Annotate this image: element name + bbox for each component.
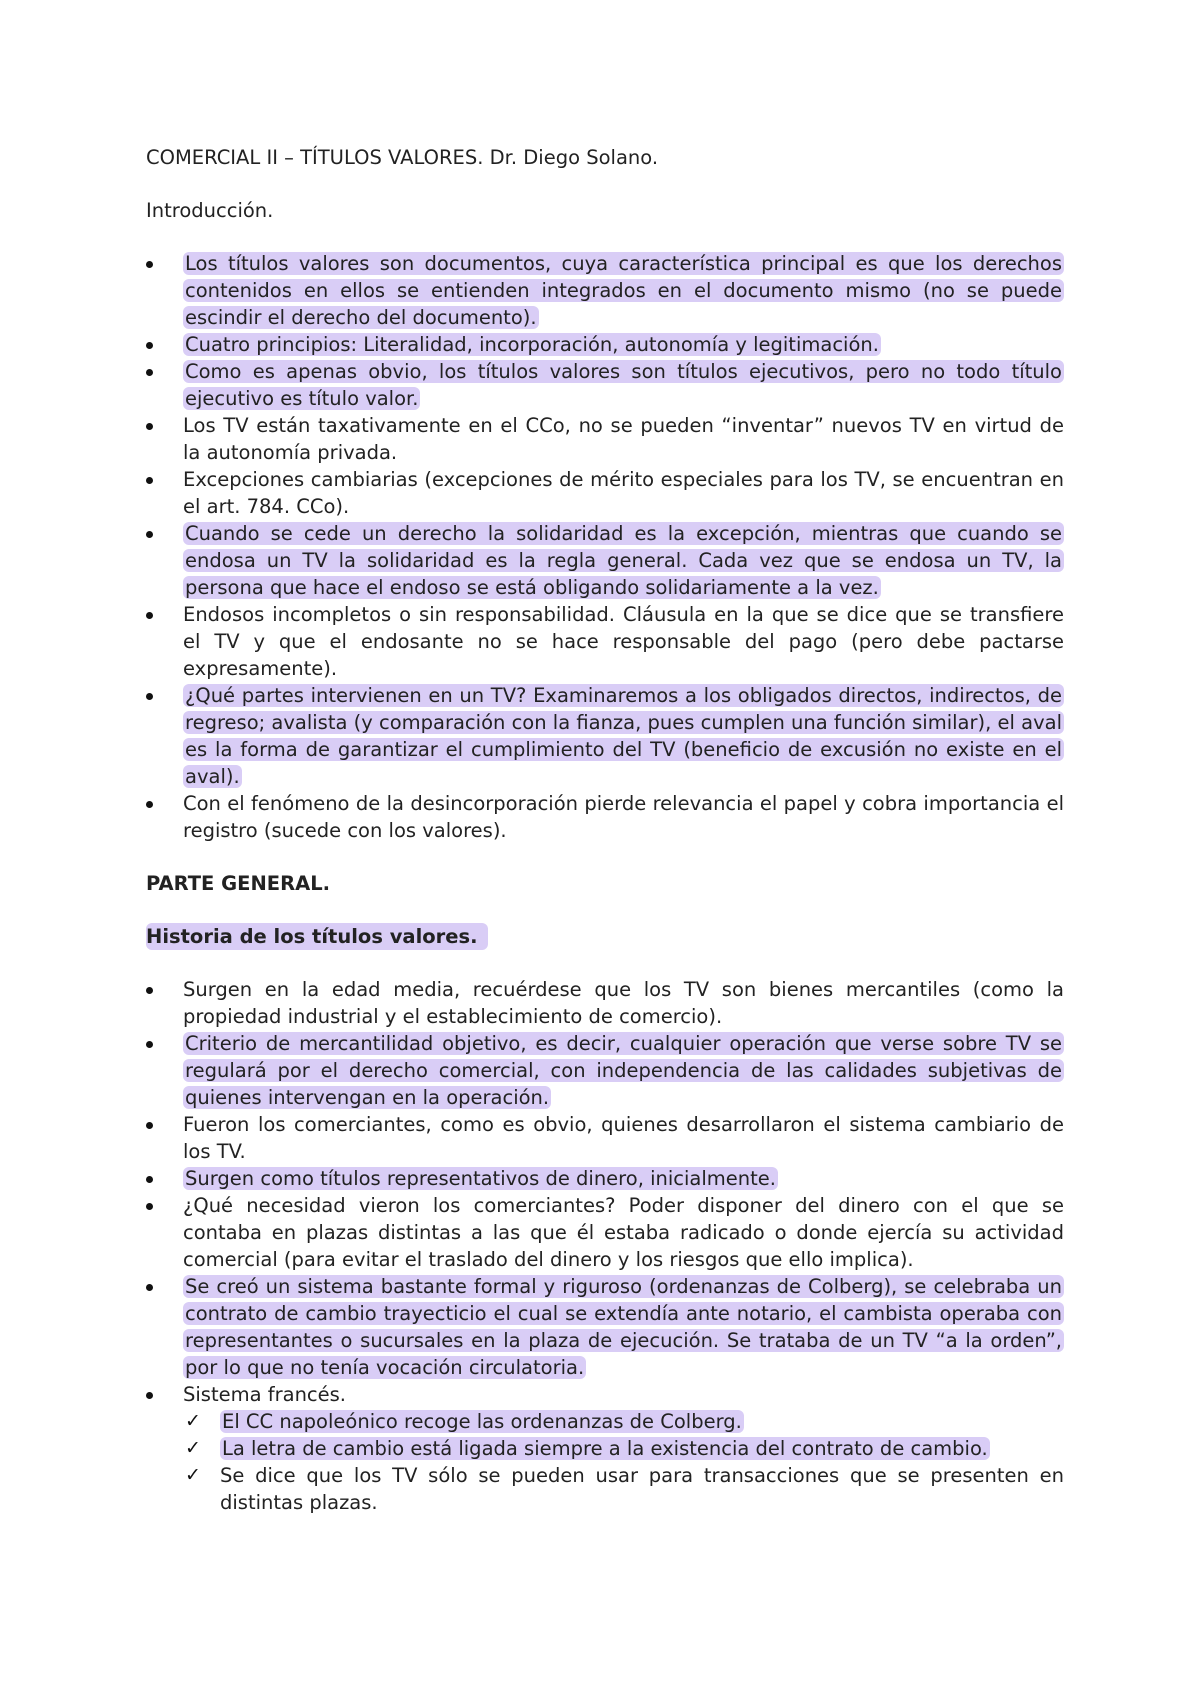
- list-item: [146, 1030, 1064, 1111]
- highlighted-text: Surgen como títulos representativos de dinero, inicialmente.: [185, 1167, 776, 1190]
- document-title: COMERCIAL II – TÍTULOS VALORES. Dr. Diego Solano.: [146, 146, 659, 169]
- list-item: [146, 1381, 1064, 1516]
- section-heading: PARTE GENERAL.: [146, 872, 331, 895]
- document-page: [146, 144, 1064, 1516]
- check-item: [183, 1435, 1064, 1462]
- intro-heading: Introducción.: [146, 199, 274, 222]
- sistema-frances-sublist: [183, 1408, 1064, 1516]
- highlighted-text: El CC napoleónico recoge las ordenanzas de Colberg.: [222, 1410, 742, 1433]
- list-item: [146, 250, 1064, 331]
- list-item: [146, 682, 1064, 790]
- list-item: Fueron los comerciantes, como es obvio, quienes desarrollaron el sistema cambiario de los TV.: [146, 1111, 1064, 1165]
- highlighted-text: Los títulos valores son documentos, cuya característica principal es que los derechos contenidos en ellos se entienden integrados en el documento mismo (no se puede escindir el derecho del documento).: [185, 252, 1062, 329]
- list-item: [146, 1165, 1064, 1192]
- list-item: [146, 520, 1064, 601]
- checkmark-icon: ✓: [185, 1410, 201, 1432]
- checkmark-icon: ✓: [185, 1464, 201, 1486]
- list-item: [146, 331, 1064, 358]
- list-item: [146, 358, 1064, 412]
- list-item-label: Sistema francés.: [183, 1383, 347, 1406]
- list-item: Endosos incompletos o sin responsabilidad. Cláusula en la que se dice que se transfiere el TV y que el endosante no se hace responsable del pago (pero debe pactarse expresamente).: [146, 601, 1064, 682]
- historia-list: [146, 976, 1064, 1516]
- list-item: Los TV están taxativamente en el CCo, no se pueden “inventar” nuevos TV en virtud de la autonomía privada.: [146, 412, 1064, 466]
- highlighted-text: ¿Qué partes intervienen en un TV? Examinaremos a los obligados directos, indirectos, de regreso; avalista (y comparación con la fianza, pues cumplen una función similar), el aval es la forma de garantizar el cumplimiento del TV (beneficio de excusión no existe en el aval).: [185, 684, 1062, 788]
- list-item: Surgen en la edad media, recuérdese que los TV son bienes mercantiles (como la propiedad industrial y el establecimiento de comercio).: [146, 976, 1064, 1030]
- highlighted-text: La letra de cambio está ligada siempre a la existencia del contrato de cambio.: [222, 1437, 988, 1460]
- subsection-heading: Historia de los títulos valores.: [146, 923, 488, 950]
- list-item: [146, 1273, 1064, 1381]
- intro-list: [146, 250, 1064, 844]
- list-item: Con el fenómeno de la desincorporación pierde relevancia el papel y cobra importancia el registro (sucede con los valores).: [146, 790, 1064, 844]
- highlighted-text: Se creó un sistema bastante formal y riguroso (ordenanzas de Colberg), se celebraba un contrato de cambio trayecticio el cual se extendía ante notario, el cambista operaba con representantes o sucursales en la plaza de ejecución. Se trataba de un TV “a la orden”, por lo que no tenía vocación circulatoria.: [185, 1275, 1062, 1379]
- check-item-text: Se dice que los TV sólo se pueden usar para transacciones que se presenten en distintas plazas.: [220, 1464, 1064, 1514]
- check-item: [183, 1462, 1064, 1516]
- list-item: Excepciones cambiarias (excepciones de mérito especiales para los TV, se encuentran en el art. 784. CCo).: [146, 466, 1064, 520]
- highlighted-text: Como es apenas obvio, los títulos valores son títulos ejecutivos, pero no todo título ejecutivo es título valor.: [185, 360, 1062, 410]
- list-item: ¿Qué necesidad vieron los comerciantes? Poder disponer del dinero con el que se contaba en plazas distintas a las que él estaba radicado o donde ejercía su actividad comercial (para evitar el traslado del dinero y los riesgos que ello implica).: [146, 1192, 1064, 1273]
- highlighted-text: Criterio de mercantilidad objetivo, es decir, cualquier operación que verse sobre TV se regulará por el derecho comercial, con independencia de las calidades subjetivas de quienes intervengan en la operación.: [185, 1032, 1062, 1109]
- checkmark-icon: ✓: [185, 1437, 201, 1459]
- highlighted-text: Cuando se cede un derecho la solidaridad es la excepción, mientras que cuando se endosa un TV la solidaridad es la regla general. Cada vez que se endosa un TV, la persona que hace el endoso se está obligando solidariamente a la vez.: [185, 522, 1062, 599]
- check-item: [183, 1408, 1064, 1435]
- highlighted-text: Cuatro principios: Literalidad, incorporación, autonomía y legitimación.: [185, 333, 879, 356]
